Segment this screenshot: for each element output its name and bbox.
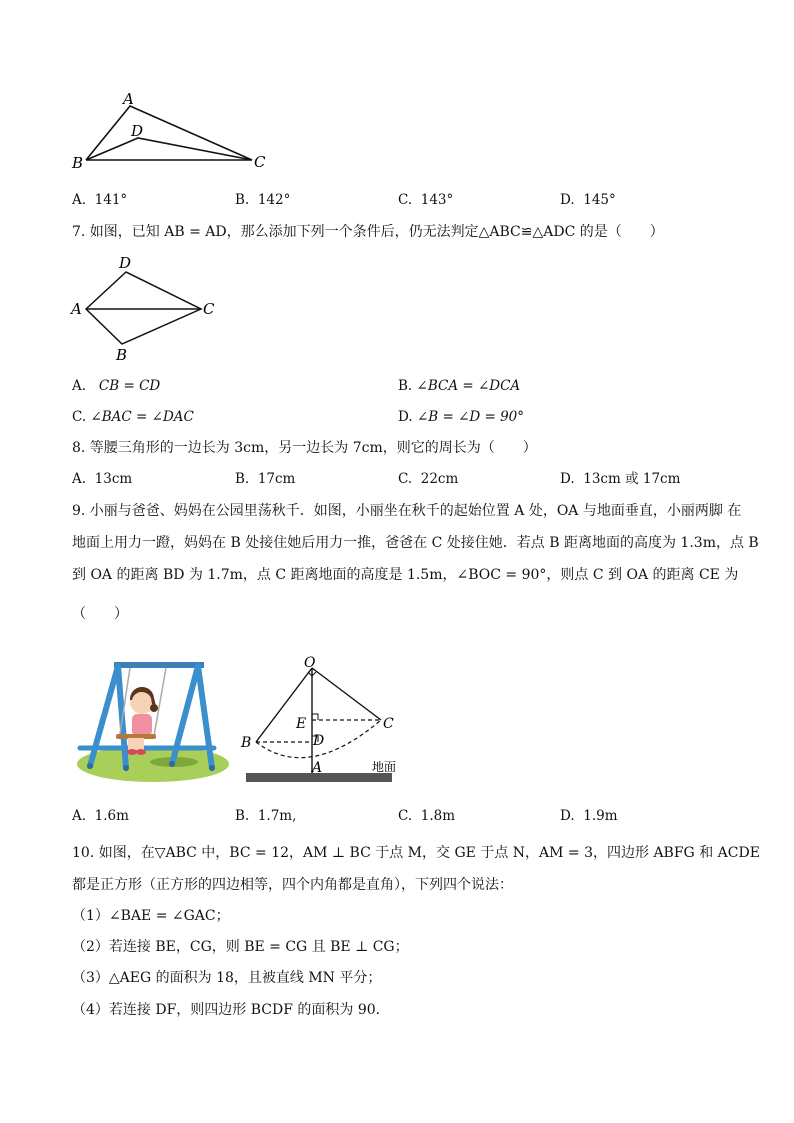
label-b: B [241,735,252,751]
swing-illustration [74,656,234,786]
label-c: C [383,716,394,732]
q7-option-c[interactable]: C. ∠BAC = ∠DAC [72,409,194,425]
q8-option-a[interactable]: A. 13cm [72,471,133,487]
q10-stem-line2: 都是正方形（正方形的四边相等，四个内角都是直角），下列四个说法： [72,877,513,893]
q7-stem: 7. 如图，已知 AB = AD，那么添加下列一个条件后，仍无法判定△ABC≌△ADC 的是（ ） [72,224,664,240]
label-d: D [313,733,325,749]
label-ground: 地面 [372,760,397,774]
q10-item-3: （3）△AEG 的面积为 18，且被直线 MN 平分； [72,970,382,986]
q7-option-a[interactable]: A. CB = CD [72,378,161,394]
label-a: A [312,760,323,776]
q9-option-a[interactable]: A. 1.6m [72,808,129,824]
label-c: C [203,300,215,318]
q10-item-2: （2）若连接 BE，CG，则 BE = CG 且 BE ⊥ CG； [72,939,409,955]
label-d: D [119,254,132,272]
q8-option-b[interactable]: B. 17cm [235,471,296,487]
q8-stem: 8. 等腰三角形的一边长为 3cm，另一边长为 7cm，则它的周长为（ ） [72,440,537,456]
q9-option-c[interactable]: C. 1.8m [398,808,456,824]
q7-option-b[interactable]: B. ∠BCA = ∠DCA [398,378,521,394]
q7-option-d[interactable]: D. ∠B = ∠D = 90° [398,409,525,425]
label-b: B [116,346,128,364]
label-a: A [71,300,82,318]
q6-option-d[interactable]: D. 145° [560,192,616,208]
q9-stem-line1: 9. 小丽与爸爸、妈妈在公园里荡秋千．如图，小丽坐在秋千的起始位置 A 处，OA 与地面垂直，小丽两脚 在 [72,503,742,519]
q6-option-c[interactable]: C. 143° [398,192,454,208]
q9-stem-line4: （ ） [72,606,128,622]
label-a: A [123,90,134,108]
q10-stem-line1: 10. 如图，在▽ABC 中，BC = 12，AM ⊥ BC 于点 M，交 GE 于点 N，AM = 3，四边形 ABFG 和 ACDE [72,845,760,861]
q9-option-b[interactable]: B. 1.7m, [235,808,297,824]
triangle-abc-figure [60,88,280,173]
q6-option-b[interactable]: B. 142° [235,192,291,208]
q10-item-4: （4）若连接 DF，则四边形 BCDF 的面积为 90． [72,1002,390,1018]
q9-stem-line3: 到 OA 的距离 BD 为 1.7m，点 C 距离地面的高度是 1.5m，∠BOC = 90°，则点 C 到 OA 的距离 CE 为 [72,567,739,583]
q6-option-a[interactable]: A. 141° [72,192,128,208]
label-c: C [254,153,266,171]
label-b: B [72,154,84,172]
q8-option-d[interactable]: D. 13cm 或 17cm [560,471,681,487]
label-o: O [304,655,316,671]
q8-option-c[interactable]: C. 22cm [398,471,459,487]
q9-stem-line2: 地面上用力一蹬，妈妈在 B 处接住她后用力一推，爸爸在 C 处接住她．若点 B 距离地面的高度为 1.3m，点 B [72,535,759,551]
label-e: E [296,716,307,732]
swing-geometry-figure [236,652,406,786]
q9-option-d[interactable]: D. 1.9m [560,808,618,824]
q10-item-1: （1）∠BAE = ∠GAC； [72,908,230,924]
quadrilateral-abcd-figure [64,252,224,364]
label-d: D [131,122,144,140]
